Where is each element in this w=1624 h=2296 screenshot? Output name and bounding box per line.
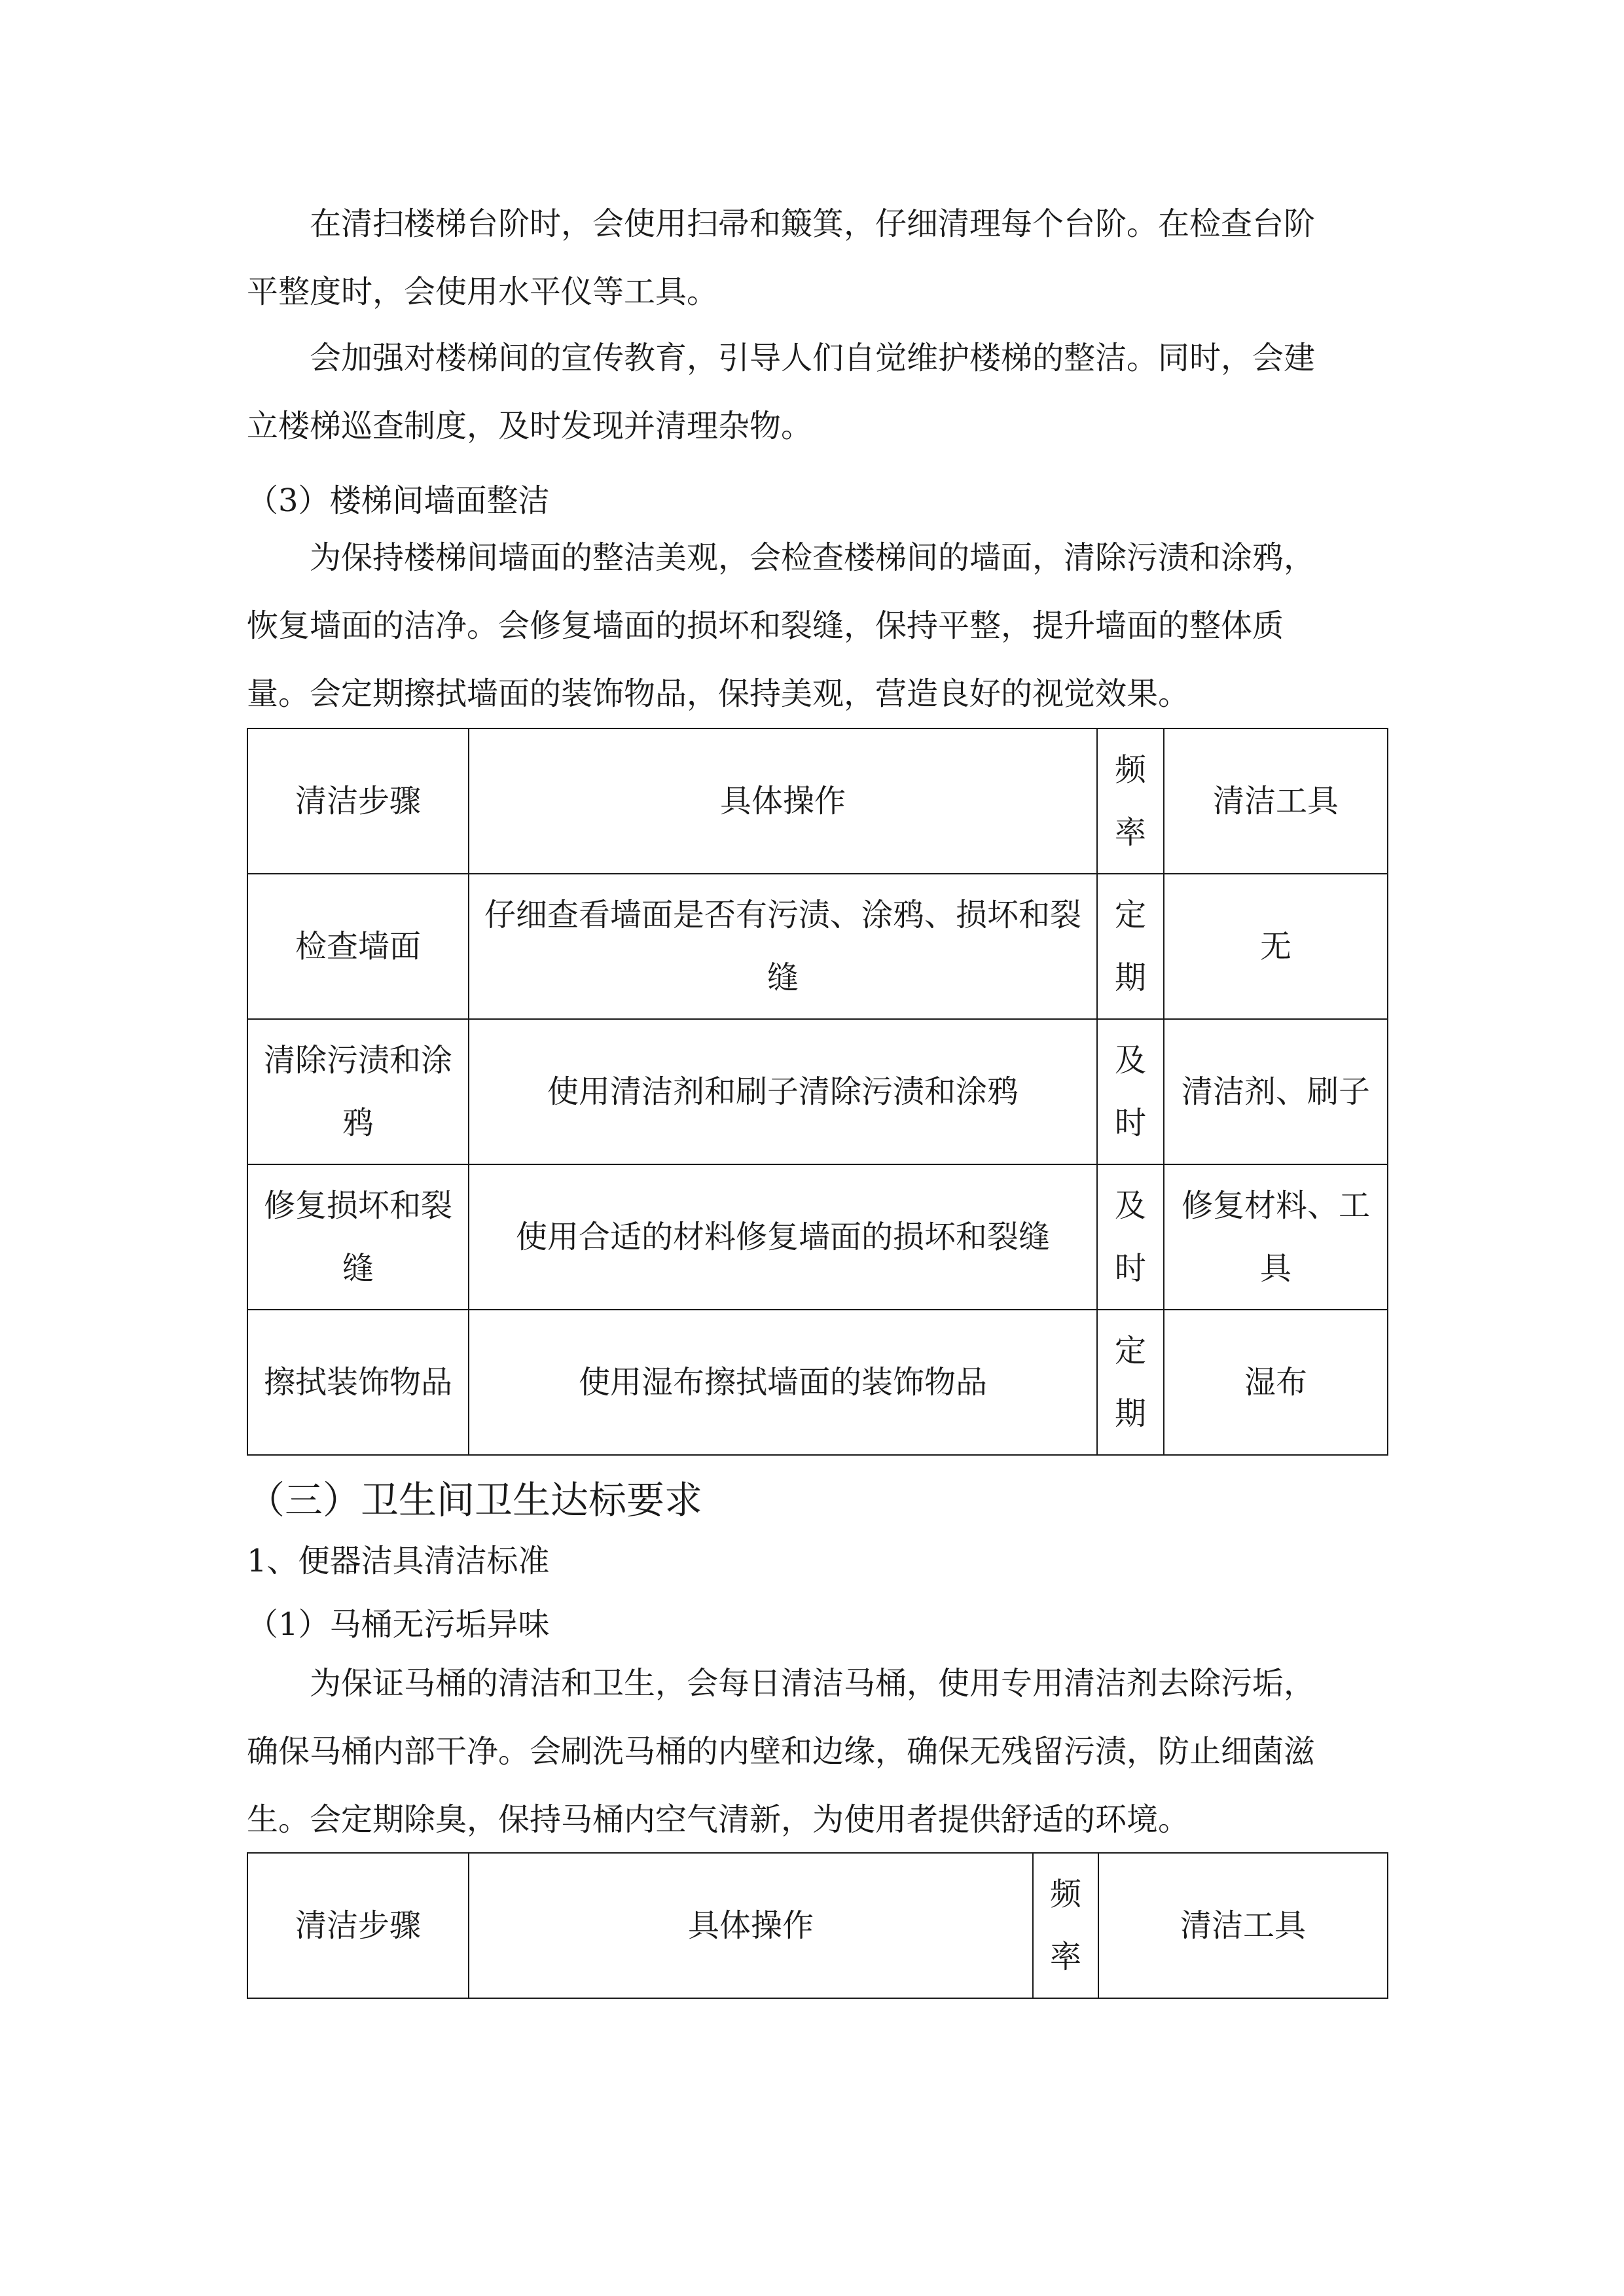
table-row bbox=[247, 1019, 1388, 1164]
cell-tool: 修复材料、工 具 bbox=[1164, 1164, 1388, 1310]
wall-cleaning-table bbox=[247, 728, 1388, 1456]
table-row bbox=[247, 1164, 1388, 1310]
header-tool: 清洁工具 bbox=[1164, 728, 1388, 874]
paragraph-line: 立楼梯巡查制度，及时发现并清理杂物。 bbox=[247, 408, 813, 444]
heading-stair-wall: （3）楼梯间墙面整洁 bbox=[247, 482, 550, 519]
header-step: 清洁步骤 bbox=[247, 728, 469, 874]
cell-tool: 湿布 bbox=[1164, 1310, 1388, 1455]
header-frequency: 频 率 bbox=[1033, 1853, 1098, 1998]
paragraph-toilet bbox=[247, 1649, 1387, 1854]
paragraph-line: 会加强对楼梯间的宣传教育，引导人们自觉维护楼梯的整洁。同时，会建 bbox=[310, 340, 1316, 376]
paragraph-line: 量。会定期擦拭墙面的装饰物品，保持美观，营造良好的视觉效果。 bbox=[247, 675, 1190, 712]
header-frequency: 频 率 bbox=[1097, 728, 1164, 874]
cell-operation: 使用合适的材料修复墙面的损坏和裂缝 bbox=[469, 1164, 1097, 1310]
cell-frequency: 及 时 bbox=[1097, 1019, 1164, 1164]
paragraph-line: 确保马桶内部干净。会刷洗马桶的内壁和边缘，确保无残留污渍，防止细菌滋 bbox=[247, 1733, 1316, 1770]
header-operation: 具体操作 bbox=[469, 728, 1097, 874]
header-tool: 清洁工具 bbox=[1098, 1853, 1388, 1998]
cell-frequency: 定 期 bbox=[1097, 1310, 1164, 1455]
table-row bbox=[247, 874, 1388, 1019]
paragraph-line: 生。会定期除臭，保持马桶内空气清新，为使用者提供舒适的环境。 bbox=[247, 1801, 1190, 1838]
cell-operation: 使用清洁剂和刷子清除污渍和涂鸦 bbox=[469, 1019, 1097, 1164]
paragraph-line: 平整度时，会使用水平仪等工具。 bbox=[247, 274, 719, 310]
paragraph-stair-education bbox=[247, 324, 1387, 460]
heading-toilet-clean: （1）马桶无污垢异味 bbox=[247, 1606, 550, 1643]
table-row bbox=[247, 1310, 1388, 1455]
header-operation: 具体操作 bbox=[469, 1853, 1033, 1998]
cell-frequency: 定 期 bbox=[1097, 874, 1164, 1019]
toilet-cleaning-table bbox=[247, 1852, 1388, 1999]
paragraph-stair-wall bbox=[247, 524, 1387, 728]
paragraph-line: 为保证马桶的清洁和卫生，会每日清洁马桶，使用专用清洁剂去除污垢， bbox=[310, 1665, 1316, 1702]
paragraph-line: 为保持楼梯间墙面的整洁美观，会检查楼梯间的墙面，清除污渍和涂鸦， bbox=[310, 539, 1316, 576]
cell-operation: 使用湿布擦拭墙面的装饰物品 bbox=[469, 1310, 1097, 1455]
cell-step: 擦拭装饰物品 bbox=[247, 1310, 469, 1455]
cell-tool: 无 bbox=[1164, 874, 1388, 1019]
cell-step: 清除污渍和涂 鸦 bbox=[247, 1019, 469, 1164]
paragraph-line: 在清扫楼梯台阶时，会使用扫帚和簸箕，仔细清理每个台阶。在检查台阶 bbox=[310, 206, 1316, 242]
cell-operation: 仔细查看墙面是否有污渍、涂鸦、损坏和裂 缝 bbox=[469, 874, 1097, 1019]
cell-step: 修复损坏和裂 缝 bbox=[247, 1164, 469, 1310]
paragraph-stair-steps bbox=[247, 190, 1387, 326]
cell-tool: 清洁剂、刷子 bbox=[1164, 1019, 1388, 1164]
heading-section-three: （三）卫生间卫生达标要求 bbox=[247, 1478, 703, 1522]
table-header-row bbox=[247, 728, 1388, 874]
cell-frequency: 及 时 bbox=[1097, 1164, 1164, 1310]
heading-toilet-standard: 1、便器洁具清洁标准 bbox=[247, 1543, 550, 1579]
table-header-row bbox=[247, 1853, 1388, 1998]
paragraph-line: 恢复墙面的洁净。会修复墙面的损坏和裂缝，保持平整，提升墙面的整体质 bbox=[247, 607, 1284, 644]
header-step: 清洁步骤 bbox=[247, 1853, 469, 1998]
cell-step: 检查墙面 bbox=[247, 874, 469, 1019]
